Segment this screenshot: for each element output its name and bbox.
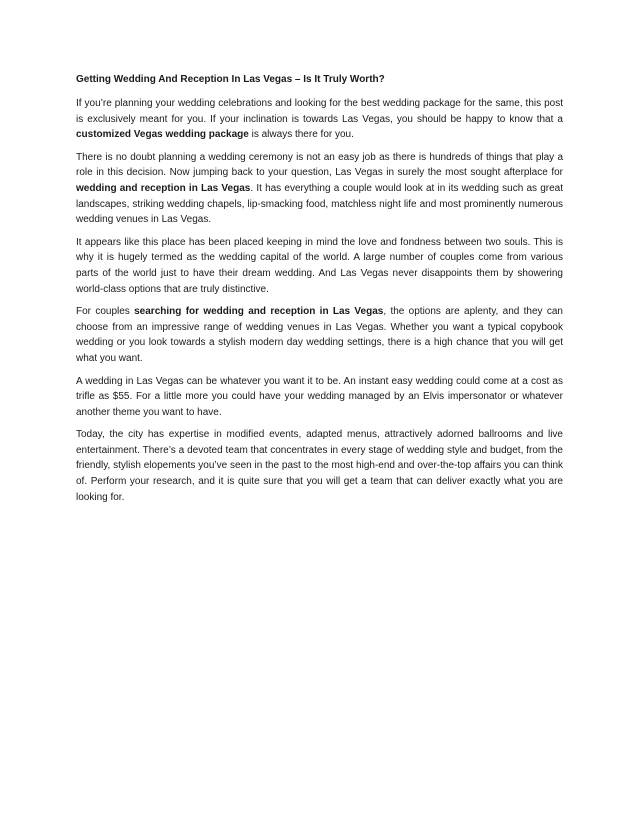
bold-text: wedding and reception in Las Vegas <box>76 182 251 194</box>
paragraph-text: It appears like this place has been placed keeping in mind the love and fondness between two souls. This is why it is hugely termed as the wedding capital of the world. A large number of couples come from various parts of the world just to have their dream wedding. And Las Vegas never disappoints them by showering world-class options that are truly distinctive. <box>76 236 563 295</box>
paragraph <box>76 235 563 297</box>
bold-text: searching for wedding and reception in Las Vegas <box>134 306 384 318</box>
paragraph-list <box>76 96 563 505</box>
paragraph <box>76 374 563 421</box>
paragraph-text: There is no doubt planning a wedding ceremony is not an easy job as there is hundreds of things that play a role in this decision. Now jumping back to your question, Las Vegas in surely the most sought afterplace for <box>76 151 563 179</box>
paragraph-text: If you’re planning your wedding celebrations and looking for the best wedding package for the same, this post is exclusively meant for you. If your inclination is towards Las Vegas, you should be happy to know that a <box>76 98 563 125</box>
paragraph-text: For couples <box>76 306 135 318</box>
paragraph-text: , the options are aplenty, and they can choose from an impressive range of wedding venues in Las Vegas. Whether you want a typical copybook wedding or you look towards a stylish modern day wedding settings, there is a high chance that you will get what you want. <box>76 306 563 364</box>
paragraph <box>76 304 563 366</box>
bold-text: customized Vegas wedding package <box>76 129 249 141</box>
paragraph-text: Today, the city has expertise in modified events, adapted menus, attractively adorned ballrooms and live entertainment. There’s a devoted team that concentrates in every stage of wedding style and budget, from the friendly, stylish elopements you’ve seen in the past to the most high-end and over-the-top affairs you can think of. Perform your research, and it is quite sure that you will get a team that can deliver exactly what you are looking for. <box>76 429 563 503</box>
document-body <box>76 72 563 512</box>
paragraph <box>76 427 563 505</box>
document-title: Getting Wedding And Reception In Las Vegas – Is It Truly Worth? <box>76 74 385 85</box>
paragraph-text: A wedding in Las Vegas can be whatever you want it to be. An instant easy wedding could come at a cost as trifle as $55. For a little more you could have your wedding managed by an Elvis impersonator or whatever another theme you want to have. <box>76 375 563 418</box>
paragraph <box>76 150 563 228</box>
paragraph <box>76 96 563 143</box>
paragraph-text: is always there for you. <box>248 129 354 141</box>
paragraph-text: . It has everything a couple would look at in its wedding such as great landscapes, striking wedding chapels, lip-smacking food, matchless night life and most prominently numerous wedding venues in Las Vegas. <box>76 182 563 226</box>
